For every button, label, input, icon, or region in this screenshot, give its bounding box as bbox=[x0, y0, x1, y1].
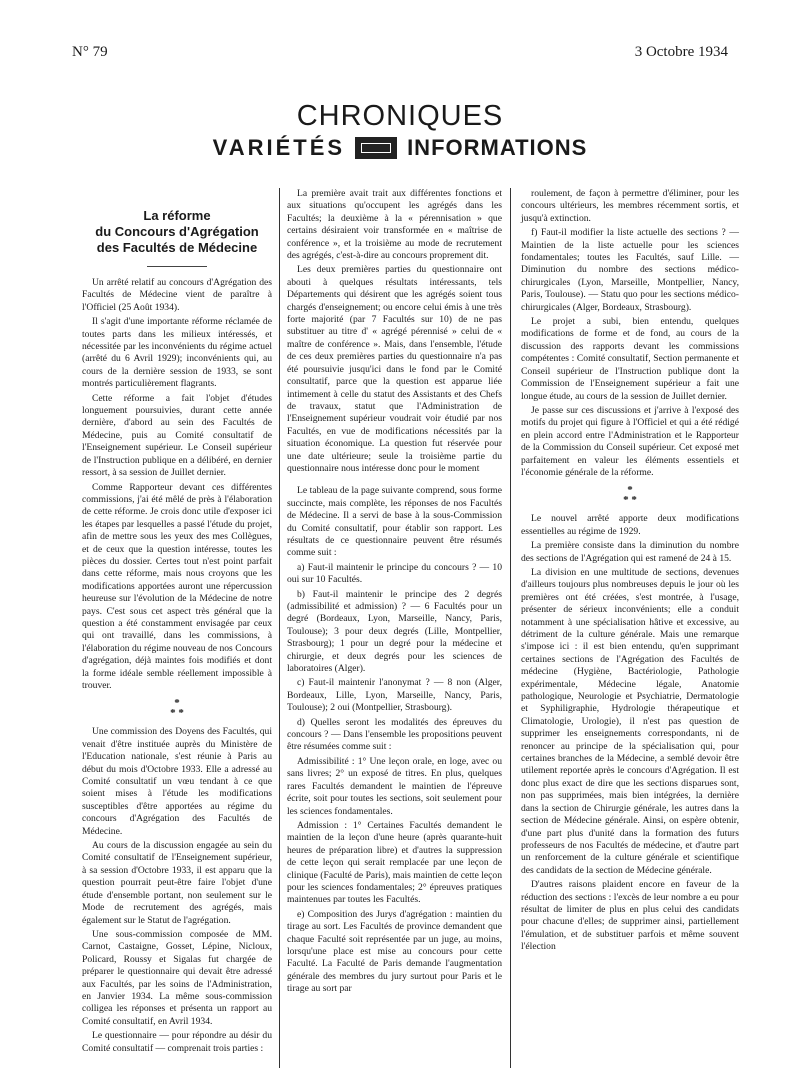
column-3 bbox=[521, 188, 739, 956]
article-title-line: des Facultés de Médecine bbox=[96, 240, 258, 255]
masthead-ornament-icon bbox=[355, 137, 397, 159]
paragraph: La première avait trait aux différentes fonctions et aux situations qu'occupent les agrégés dans les Facultés; la deuxième à la « pérennisation » que certains désiraient voir transformée en « maîtrise de conférence », et la troisième au mode de recrutement des agrégés, c'est-à-dire au concours proprement dit. bbox=[287, 188, 502, 262]
column-1 bbox=[82, 188, 272, 1057]
header-date: 3 Octobre 1934 bbox=[634, 44, 728, 60]
paragraph: roulement, de façon à permettre d'éliminer, pour les concours ultérieurs, les membres récemment sortis, et jusqu'à extinction. bbox=[521, 188, 739, 224]
paragraph: f) Faut-il modifier la liste actuelle des sections ? — Maintien de la liste actuelle pour les sciences fondamentales; toutes les Facultés, sauf Lille. — Diminution du nombre des sections médico-chirurgicales (Lyon, Marseille, Montpellier, Nancy, Paris, Toulouse). — Statu quo pour les sections médico-chirurgicales (Alger, Bordeaux, Strasbourg). bbox=[521, 227, 739, 313]
paragraph: Une sous-commission composée de MM. Carnot, Castaigne, Gosset, Lépine, Nicloux, Policard, Roussy et Sigalas fut chargée de préparer le questionnaire qui devait être adressé aux Facultés, par les soins de l'Administration, en Janvier 1934. La même sous-commission colligea les réponses et présenta un rapport au Comité consultatif, en Avril 1934. bbox=[82, 928, 272, 1027]
header-issue: N° 79 bbox=[72, 44, 108, 60]
paragraph: Le tableau de la page suivante comprend, sous forme succincte, mais complète, les réponses de nos Facultés de Médecine. Il a servi de base à la sous-Commission du Comité consultatif, pour établir son rapport. Les résultats de ce questionnaire peuvent être résumés comme suit : bbox=[287, 485, 502, 559]
column-rule bbox=[510, 188, 511, 1068]
article-title-line: La réforme bbox=[143, 208, 211, 223]
list-item: e) Composition des Jurys d'agrégation : maintien du tirage au sort. Les Facultés de province demandent que chaque Faculté soit représentée par un juge, au moins, lorsqu'une place est mise au concours pour cette Faculté. La Faculté de Paris demande l'augmentation générale des membres du jury surtout pour Paris et le tirage au sort par bbox=[287, 908, 502, 995]
paragraph: Le nouvel arrêté apporte deux modifications essentielles au régime de 1929. bbox=[521, 513, 739, 537]
article-title-line: du Concours d'Agrégation bbox=[95, 224, 259, 239]
title-rule bbox=[147, 266, 207, 267]
paragraph: Le questionnaire — pour répondre au désir du Comité consultatif — comprenait trois parties : bbox=[82, 1030, 272, 1054]
paragraph: Une commission des Doyens des Facultés, qui venait d'être instituée auprès du Ministère de l'Education nationale, s'est réunie à Paris au début du mois d'Octobre 1933. Elle a adressé au Comité consultatif un vœu tendant à ce que soient mises à l'étude les modifications susceptibles d'être apportées au régime du concours d'Agrégation des Facultés de Médecine. bbox=[82, 726, 272, 837]
paragraph: Je passe sur ces discussions et j'arrive à l'exposé des motifs du projet qui figure à l'Officiel et qui a été rédigé en plein accord entre l'Administration et le Rapporteur de la Commission du Conseil supérieur. Cet exposé met parfaitement en valeur les éléments essentiels et l'économie générale de la réforme. bbox=[521, 404, 739, 478]
paragraph: Cette réforme a fait l'objet d'études longuement poursuivies, durant cette année dernière, d'abord au sein des Facultés de Médecine, puis au Comité consultatif de l'Enseignement supérieur. Le Conseil supérieur de l'Instruction publique en a délibéré, en dernier ressort, à sa session de Juillet dernier. bbox=[82, 392, 272, 479]
paragraph: La première consiste dans la diminution du nombre des sections de l'Agrégation qui est ramené de 24 à 15. bbox=[521, 540, 739, 564]
section-stars: * * * bbox=[170, 697, 184, 720]
masthead-informations: INFORMATIONS bbox=[407, 135, 588, 160]
list-item: b) Faut-il maintenir le principe des 2 degrés (admissibilité et admission) ? — 6 Facultés pour un degré (Bordeaux, Lyon, Marseille, Nancy, Paris, Toulouse); 3 pour deux degrés (Lille, Montpellier, Strasbourg); 1 pour un degré pour la médecine et chirurgie, et deux degrés pour les sciences de laboratoires (Alger). bbox=[287, 588, 502, 675]
column-rule bbox=[279, 188, 280, 1068]
list-item: d) Quelles seront les modalités des épreuves du concours ? — Dans l'ensemble les propositions peuvent être résumées comme suit : bbox=[287, 716, 502, 753]
list-item: Admission : 1° Certaines Facultés demandent le maintien de la leçon d'une heure (après quarante-huit heures de préparation libre) et d'autres la suppression de cette leçon qui serait remplacée par une leçon de clinique (Faculté de Paris), mais maintien de cette leçon pour les sciences fondamentales; 2° épreuves pratiques maintenues par toutes les Facultés. bbox=[287, 819, 502, 906]
masthead-line2 bbox=[0, 134, 800, 162]
paragraph: La division en une multitude de sections, devenues d'ailleurs toujours plus nombreuses depuis le jour où les premières ont été créées, s'est montrée, à l'usage, présenter de sérieux inconvénients; elle a conduit notamment à une spécialisation hâtive et excessive, au détriment de la culture générale. Mais une remarque s'impose ici : il est bien entendu, qu'en supprimant certaines sections de l'Agrégation des Facultés de médecine (Hygiène, Bactériologie, Pathologie expérimentale, Médecine légale, Anatomie pathologique, Neurologie et Psychiatrie, Dermatologie et Syphiligraphie, Hydrologie thérapeutique et Climatologie, Urologie), il n'est pas question de supprimer les enseignements correspondants, ni de renoncer au principe de la spécialisation qui, pour certaines branches de la Médecine, a semblé devoir être utilement reportée après le concours d'Agrégation. Il est donc plus exact de dire que les sections disparues sont, non pas supprimées, mais bien intégrées, la dernière dans la section de Chirurgie générale, les autres dans la section de Médecine générale. Ainsi, on espère obtenir, d'une part plus d'unité dans la formation des futurs professeurs de nos Facultés de médecine, et d'autre part un renforcement de la culture générale et scientifique des candidats de la section de Médecine générale. bbox=[521, 566, 739, 876]
list-item: c) Faut-il maintenir l'anonymat ? — 8 non (Alger, Bordeaux, Lille, Lyon, Marseille, Nancy, Paris, Toulouse); 2 oui (Montpellier, Strasbourg). bbox=[287, 677, 502, 714]
paragraph: Le projet a subi, bien entendu, quelques modifications de forme et de fond, au cours de la discussion des rapports devant les commissions compétentes : Comité consultatif, Section permanente et Conseil supérieur de l'Instruction publique dont la Commission de l'Enseignement supérieur a fait une longue étude, au cours de la session de Juillet dernier. bbox=[521, 316, 739, 402]
list-item: a) Faut-il maintenir le principe du concours ? — 10 oui sur 10 Facultés. bbox=[287, 561, 502, 586]
article-title bbox=[82, 208, 272, 256]
masthead bbox=[0, 100, 800, 162]
section-stars: * * * bbox=[623, 484, 637, 507]
paragraph: Au cours de la discussion engagée au sein du Comité consultatif de l'Enseignement supérieur, à sa session d'Octobre 1933, il est apparu que la question pourrait peut-être faire l'objet d'une étude d'ensemble portant, non seulement sur le Mode de recrutement des agrégés, mais également sur le Statut de l'agrégation. bbox=[82, 840, 272, 926]
paragraph: D'autres raisons plaident encore en faveur de la réduction des sections : l'excès de leur nombre a eu pour résultat de limiter de plus en plus celui des candidats pour chacune d'elles; de supprimer ainsi, partiellement l'émulation, et de substituer parfois et même souvent l'élection bbox=[521, 879, 739, 953]
masthead-chroniques: CHRONIQUES bbox=[296, 100, 504, 132]
paragraph: Il s'agit d'une importante réforme réclamée de toutes parts dans les milieux intéressés, et nécessitée par les inconvénients du régime actuel (arrêté du 6 Avril 1929); inconvénients qui, au cours de la dernière session de 1933, se sont montrés particulièrement flagrants. bbox=[82, 316, 272, 390]
column-2 bbox=[287, 188, 502, 998]
masthead-varietes: VARIÉTÉS bbox=[212, 135, 346, 160]
list-item: Admissibilité : 1° Une leçon orale, en loge, avec ou sans livres; 2° un exposé de titres. En plus, quelques rares Facultés demandent le maintien de l'épreuve écrite, soit pour toutes les sections, soit seulement pour les sciences fondamentales. bbox=[287, 755, 502, 817]
paragraph: Comme Rapporteur devant ces différentes commissions, j'ai été mêlé de près à l'élaboration de cette réforme. Je crois donc utile d'exposer ici les étapes par lesquelles a passé l'étude du projet, afin de mettre sous les yeux des mes Collègues, et de ceux que la question intéresse, toutes les pièces du dossier. Certes tout n'est point parfait dans cette réforme, mais nous croyons que les modifications apportées auront une répercussion heureuse sur l'évolution de la Médecine de notre pays. C'est sous cet aspect très général que la question a été constamment envisagée par ceux qui ont travaillé, dans les commissions, à l'élaboration du régime nouveau de nos Concours d'agrégation, déjà maintes fois modifiés et dont la forme idéale semble réellement impossible à trouver. bbox=[82, 481, 272, 691]
paragraph: Les deux premières parties du questionnaire ont abouti à quelques résultats intéressants, tels Départements qui désirent que les agrégés soient tous chargés d'enseignement; ou encore celui émis à une très forte majorité (par 7 Facultés sur 10) de ne pas substituer au titre d' « agrégé pérennisé » celui de « maître de conférence ». Mais, dans l'ensemble, l'étude de ces deux premières parties du questionnaire n'a pas été poursuivie jusqu'ici dans le fond par le Comité consultatif, parce que la question est apparue liée intimement à celle du statut des Assistants et des Chefs de travaux, statut que l'Administration de l'Enseignement supérieur voudrait voir étudié par nos Facultés, en vue de modifications nécessités par la situation économique. La question fut réservée pour une date ultérieure; seule la troisième partie du questionnaire nous intéresse donc pour le moment bbox=[287, 264, 502, 474]
paragraph: Un arrêté relatif au concours d'Agrégation des Facultés de Médecine vient de paraître à l'Officiel (25 Août 1934). bbox=[82, 277, 272, 313]
